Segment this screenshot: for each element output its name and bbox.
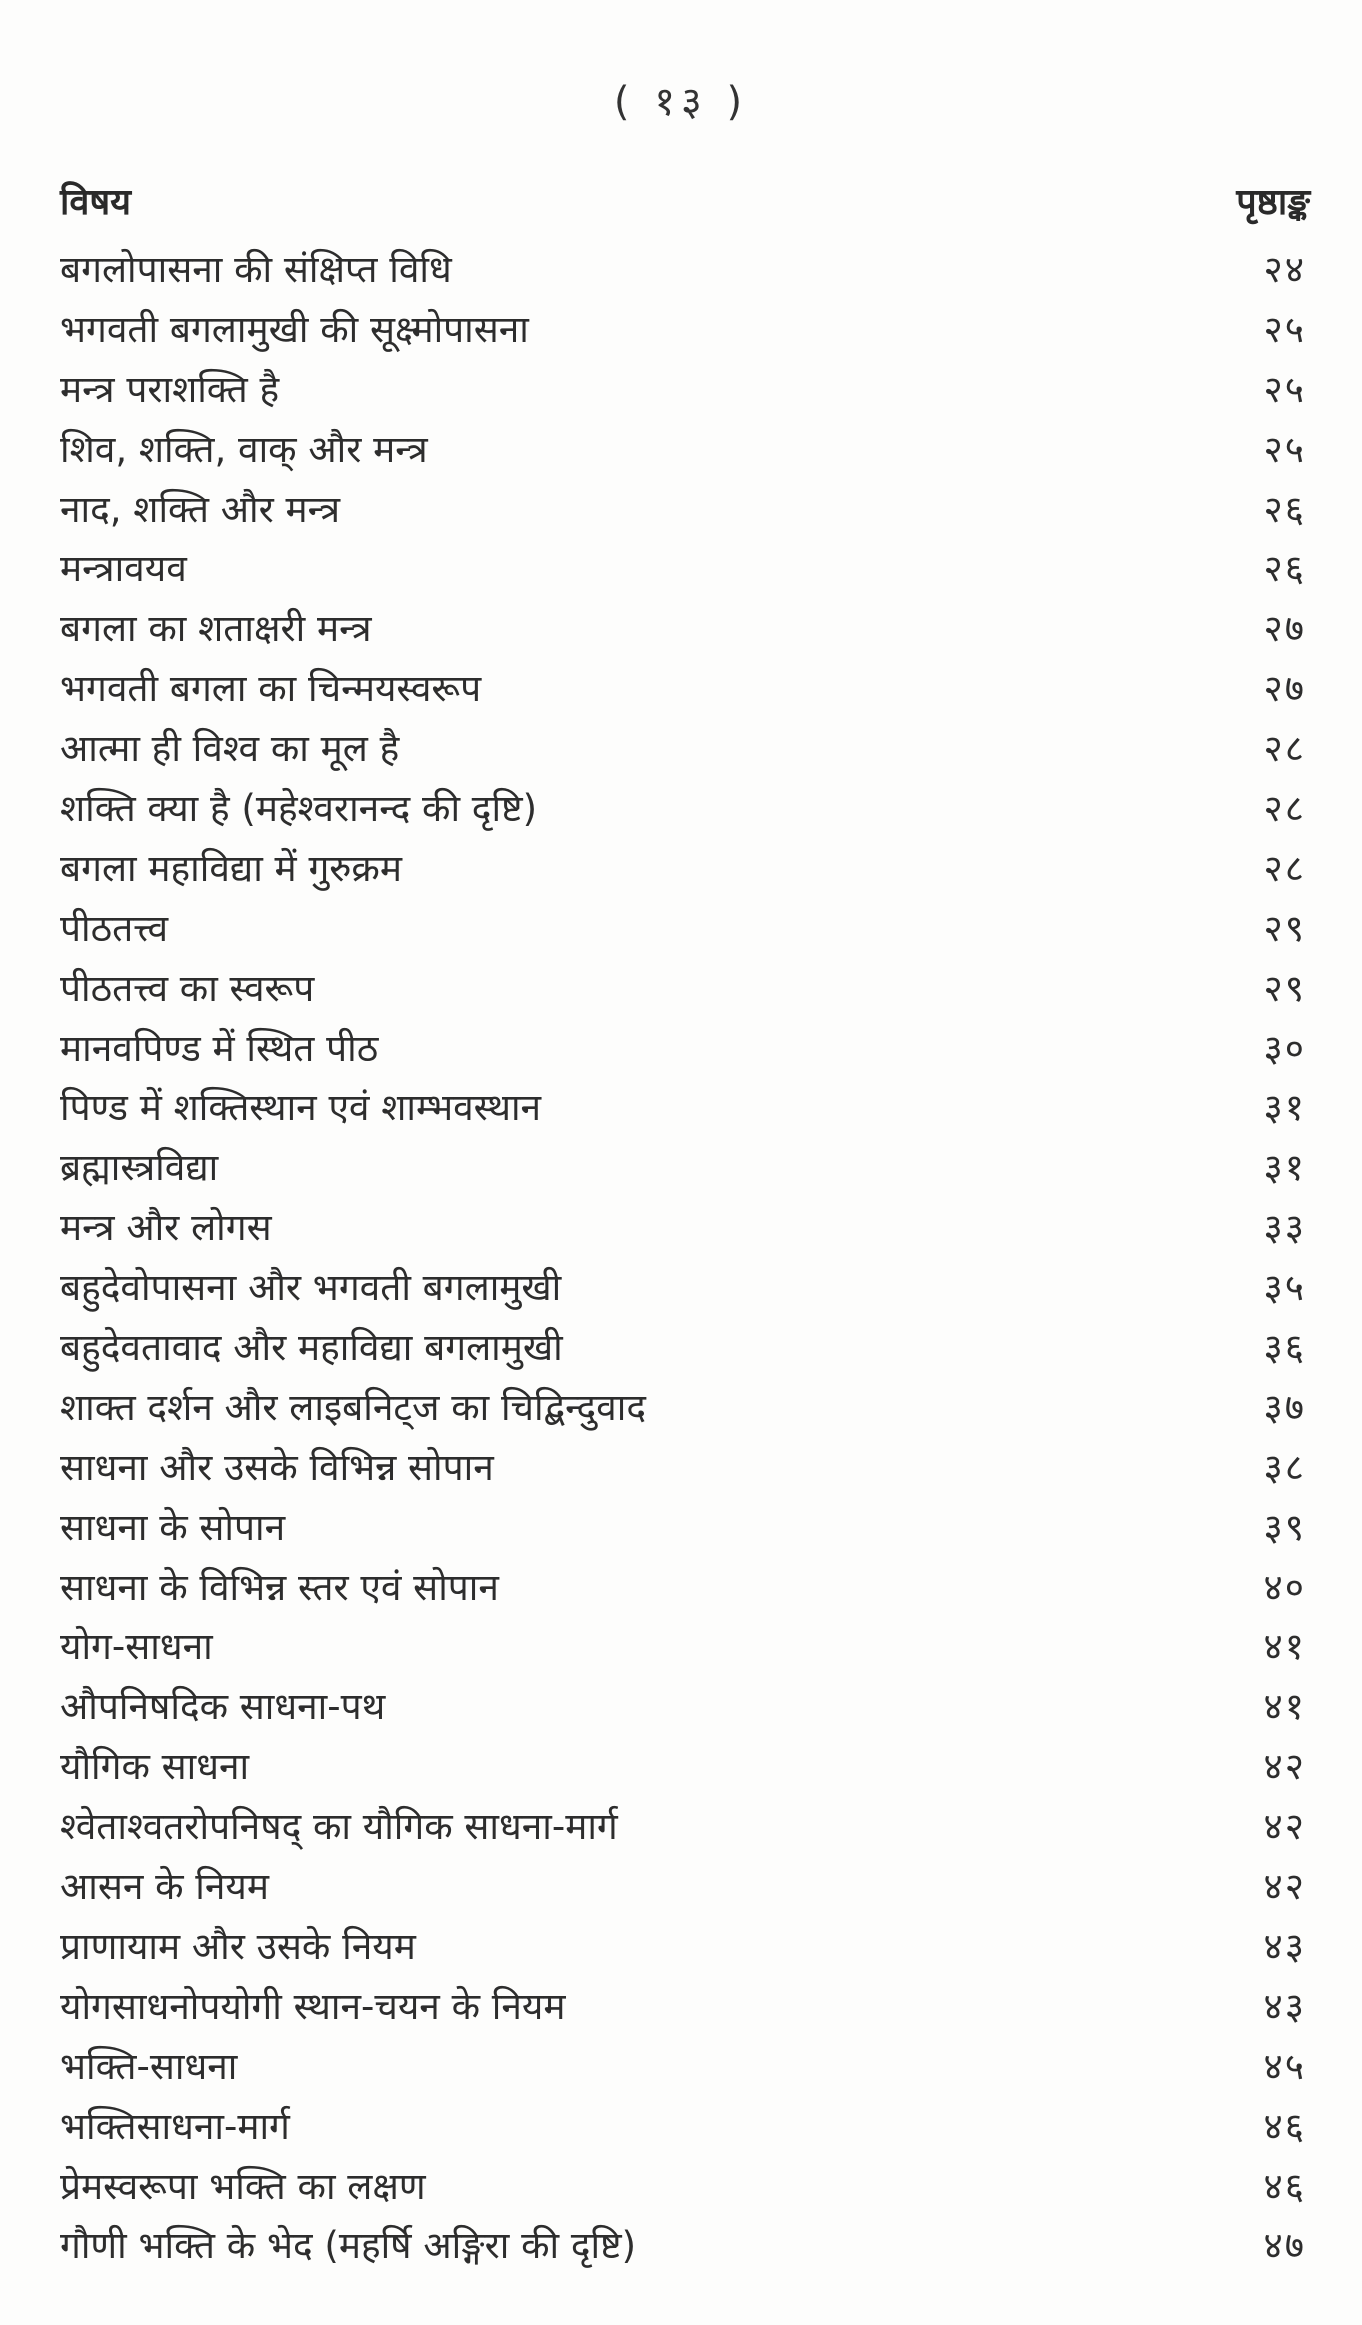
toc-entry-page: २५ xyxy=(1263,307,1306,351)
toc-entry-page: ४३ xyxy=(1263,1984,1306,2028)
toc-entry xyxy=(60,839,1310,899)
toc-entry-page: ३१ xyxy=(1263,1086,1306,1130)
toc-entry-title: आत्मा ही विश्व का मूल है xyxy=(60,727,400,771)
page-number: ( १३ ) xyxy=(613,79,749,125)
toc-entry xyxy=(60,1737,1310,1797)
toc-entry-page: ३६ xyxy=(1263,1326,1306,1370)
toc-entry xyxy=(60,240,1310,300)
toc-entry xyxy=(60,1438,1310,1498)
toc-entry-title: योगसाधनोपयोगी स्थान-चयन के नियम xyxy=(60,1984,566,2028)
toc-entry-page: ४६ xyxy=(1263,2104,1306,2148)
toc-entry-page: ४७ xyxy=(1263,2224,1306,2268)
toc-entry-title: प्रेमस्वरूपा भक्ति का लक्षण xyxy=(60,2164,426,2208)
toc-entry xyxy=(60,2037,1310,2097)
toc-entry-page: ३७ xyxy=(1263,1385,1306,1429)
toc-entry-page: २५ xyxy=(1263,367,1306,411)
toc-entry xyxy=(60,1258,1310,1318)
toc-entry-title: यौगिक साधना xyxy=(60,1745,250,1789)
toc-entry-page: ४५ xyxy=(1263,2044,1306,2088)
toc-entry xyxy=(60,2097,1310,2157)
toc-entry-page: २५ xyxy=(1263,427,1306,471)
toc-entry-title: पिण्ड में शक्तिस्थान एवं शाम्भवस्थान xyxy=(60,1086,542,1130)
toc-entry-title: भक्तिसाधना-मार्ग xyxy=(60,2104,290,2148)
toc-entry-page: २८ xyxy=(1263,727,1306,771)
toc-entry-title: बगलोपासना की संक्षिप्त विधि xyxy=(60,248,452,291)
toc-entry-page: ४० xyxy=(1263,1565,1306,1609)
toc-entry xyxy=(60,1977,1310,2037)
toc-entry-title: मन्त्र और लोगस xyxy=(60,1206,272,1250)
toc-entry-page: ३३ xyxy=(1263,1206,1306,1250)
toc-entry-title: औपनिषदिक साधना-पथ xyxy=(60,1685,386,1729)
toc-entry-page: २७ xyxy=(1263,607,1306,651)
toc-entry xyxy=(60,1797,1310,1857)
toc-entry-title: प्राणायाम और उसके नियम xyxy=(60,1924,416,1968)
toc-entry-title: पीठतत्त्व xyxy=(60,906,169,950)
toc-entry-title: भगवती बगलामुखी की सूक्ष्मोपासना xyxy=(60,307,529,351)
toc-entry-title: शाक्त दर्शन और लाइबनिट्ज का चिद्बिन्दुवाद xyxy=(60,1385,646,1429)
toc-entry-page: २७ xyxy=(1263,667,1306,711)
toc-entry-page: २४ xyxy=(1263,248,1306,291)
toc-entry-page: २८ xyxy=(1263,846,1306,890)
toc-entry-page: २६ xyxy=(1263,487,1306,531)
toc-entry xyxy=(60,1617,1310,1677)
toc-entry-title: मन्त्रावयव xyxy=(60,547,187,591)
toc-entry-title: बहुदेवोपासना और भगवती बगलामुखी xyxy=(60,1266,562,1310)
toc-entry xyxy=(60,1019,1310,1079)
toc-entry-title: पीठतत्त्व का स्वरूप xyxy=(60,966,315,1010)
toc-entry-title: साधना और उसके विभिन्न सोपान xyxy=(60,1445,494,1489)
toc-entry xyxy=(60,2157,1310,2217)
toc-entry-title: बहुदेवतावाद और महाविद्या बगलामुखी xyxy=(60,1326,563,1370)
toc-entry-page: ३८ xyxy=(1263,1445,1306,1489)
toc-entry-page: ४२ xyxy=(1263,1745,1306,1789)
toc-entry-page: ३१ xyxy=(1263,1146,1306,1190)
toc-entry-page: ४१ xyxy=(1263,1685,1306,1729)
toc-entry-title: भगवती बगला का चिन्मयस्वरूप xyxy=(60,667,482,711)
toc-entry xyxy=(60,1078,1310,1138)
toc-entry-page: ४६ xyxy=(1263,2164,1306,2208)
toc-entry xyxy=(60,1198,1310,1258)
toc-entry-title: बगला महाविद्या में गुरुक्रम xyxy=(60,846,402,890)
toc-entry xyxy=(60,1318,1310,1378)
toc-entry-page: ३५ xyxy=(1263,1266,1306,1310)
table-of-contents xyxy=(60,240,1310,2276)
toc-entry-title: भक्ति-साधना xyxy=(60,2044,238,2088)
toc-entry xyxy=(60,1857,1310,1917)
toc-entry-page: २९ xyxy=(1263,906,1306,950)
toc-entry-title: शिव, शक्ति, वाक् और मन्त्र xyxy=(60,427,428,471)
toc-entry-title: गौणी भक्ति के भेद (महर्षि अङ्गिरा की दृष्टि) xyxy=(60,2224,637,2268)
toc-entry-page: ४२ xyxy=(1263,1805,1306,1849)
toc-entry xyxy=(60,2216,1310,2276)
toc-entry-page: २८ xyxy=(1263,787,1306,831)
toc-entry-page: ४२ xyxy=(1263,1865,1306,1909)
toc-entry-title: शक्ति क्या है (महेश्वरानन्द की दृष्टि) xyxy=(60,787,538,831)
toc-entry-page: २६ xyxy=(1263,547,1306,591)
toc-entry-title: ब्रह्मास्त्रविद्या xyxy=(60,1146,219,1190)
toc-entry xyxy=(60,1677,1310,1737)
toc-entry-page: २९ xyxy=(1263,966,1306,1010)
page-column-label: पृष्ठाङ्क xyxy=(1236,181,1310,223)
toc-entry xyxy=(60,959,1310,1019)
toc-entry xyxy=(60,420,1310,480)
toc-entry xyxy=(60,779,1310,839)
toc-entry-page: ३९ xyxy=(1263,1505,1306,1549)
toc-entry-title: साधना के सोपान xyxy=(60,1505,286,1549)
toc-entry-title: बगला का शताक्षरी मन्त्र xyxy=(60,607,372,651)
toc-entry xyxy=(60,1138,1310,1198)
toc-entry-title: मानवपिण्ड में स्थित पीठ xyxy=(60,1026,379,1070)
subject-column-label: विषय xyxy=(60,181,132,223)
toc-entry-title: आसन के नियम xyxy=(60,1865,270,1909)
toc-header xyxy=(60,170,1310,230)
toc-entry xyxy=(60,360,1310,420)
toc-entry xyxy=(60,659,1310,719)
toc-entry xyxy=(60,300,1310,360)
toc-entry-title: नाद, शक्ति और मन्त्र xyxy=(60,487,341,531)
toc-entry xyxy=(60,1917,1310,1977)
toc-entry xyxy=(60,1378,1310,1438)
toc-entry-page: ३० xyxy=(1263,1026,1306,1070)
toc-entry xyxy=(60,480,1310,540)
toc-entry-title: श्वेताश्वतरोपनिषद् का यौगिक साधना-मार्ग xyxy=(60,1805,618,1849)
toc-entry xyxy=(60,1498,1310,1558)
toc-entry-page: ४३ xyxy=(1263,1924,1306,1968)
toc-entry xyxy=(60,899,1310,959)
toc-entry xyxy=(60,719,1310,779)
toc-entry xyxy=(60,1558,1310,1618)
toc-entry xyxy=(60,539,1310,599)
toc-entry-title: योग-साधना xyxy=(60,1625,213,1669)
toc-entry-title: मन्त्र पराशक्ति है xyxy=(60,367,280,411)
toc-entry-title: साधना के विभिन्न स्तर एवं सोपान xyxy=(60,1565,499,1609)
toc-entry xyxy=(60,599,1310,659)
toc-entry-page: ४१ xyxy=(1263,1625,1306,1669)
